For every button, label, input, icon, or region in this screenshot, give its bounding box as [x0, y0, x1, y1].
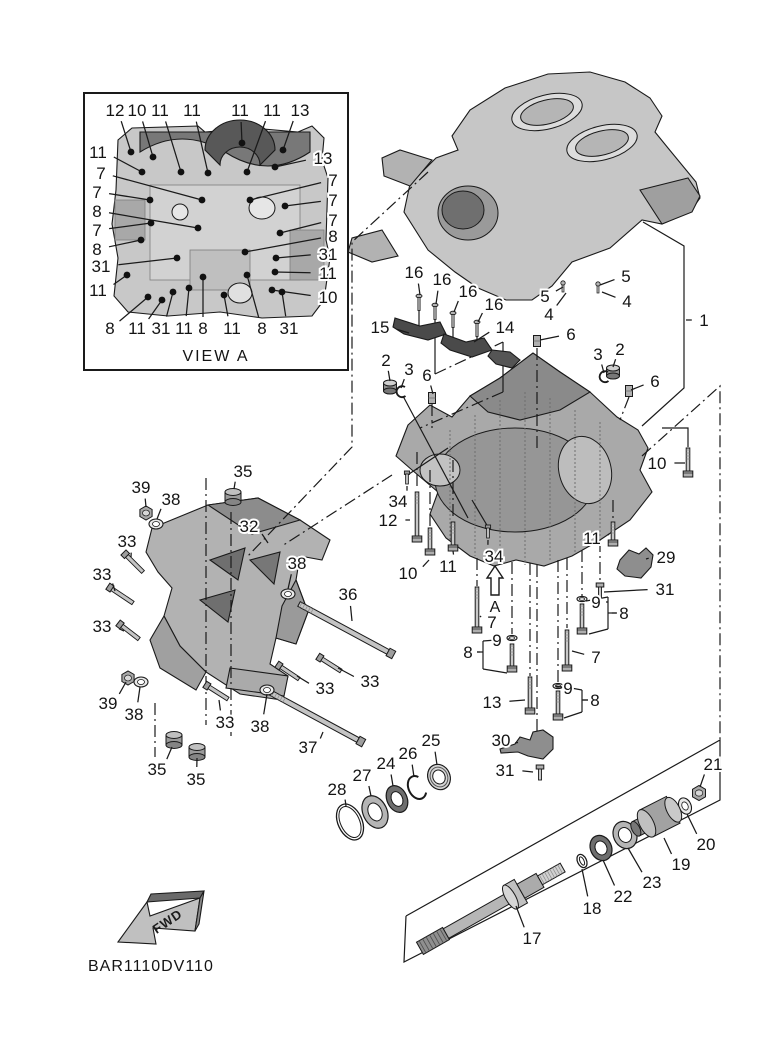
callout-35: 35 [186, 770, 206, 789]
small-screw-part [474, 320, 480, 336]
callout-33: 33 [360, 672, 380, 691]
fwd-arrow-label: FWD [149, 905, 186, 937]
callout-8: 8 [92, 202, 102, 221]
callout-31: 31 [655, 580, 675, 599]
leader-line [234, 482, 235, 489]
bolt-position-dot [282, 203, 289, 210]
plug-part [607, 365, 620, 379]
bolt-position-dot [145, 294, 152, 301]
bolt-position-dot [128, 149, 135, 156]
callout-16: 16 [458, 282, 478, 301]
leader-line [478, 313, 482, 322]
callout-16: 16 [432, 270, 452, 289]
callout-8: 8 [463, 643, 473, 662]
bolt-position-dot [205, 170, 212, 177]
leader-line [351, 606, 353, 621]
callout-7: 7 [96, 164, 106, 183]
bolt-part [507, 644, 517, 672]
bolt-position-dot [124, 272, 131, 279]
dowel-pin-part [561, 281, 565, 292]
callout-20: 20 [696, 835, 716, 854]
callout-39: 39 [98, 694, 118, 713]
callout-31: 31 [91, 257, 111, 276]
callout-7: 7 [591, 648, 601, 667]
leader-line [540, 336, 559, 340]
bolt-position-dot [221, 292, 228, 299]
callout-1: 1 [699, 311, 709, 330]
leader-line [454, 301, 458, 312]
callout-25: 25 [421, 731, 441, 750]
stud-part [404, 471, 409, 484]
callout-22: 22 [613, 887, 633, 906]
spacer-part [626, 386, 633, 397]
leader-line [608, 534, 609, 535]
small-screw-part [450, 311, 456, 327]
bolt-position-dot [273, 255, 280, 262]
leader-line [167, 747, 172, 759]
bolt-position-dot [159, 297, 166, 304]
callout-33: 33 [215, 713, 235, 732]
callout-16: 16 [404, 263, 424, 282]
callout-26: 26 [398, 744, 418, 763]
bolt-position-dot [178, 169, 185, 176]
bolt-position-dot [277, 230, 284, 237]
callout-10: 10 [398, 564, 418, 583]
callout-10: 10 [127, 101, 147, 120]
callout-34: 34 [388, 492, 408, 511]
leader-line [603, 860, 615, 886]
leader-line [628, 848, 642, 872]
ring-part [586, 832, 616, 864]
bolt-position-dot [280, 147, 287, 154]
bolt-part [472, 587, 482, 633]
callout-31: 31 [151, 319, 171, 338]
callout-11: 11 [319, 264, 337, 283]
bolt-position-dot [195, 225, 202, 232]
leader-line [687, 814, 697, 834]
leader-line [388, 371, 390, 381]
long-bolt-part [297, 600, 396, 658]
nut-part [693, 786, 706, 801]
callout-35: 35 [233, 462, 253, 481]
flange-bolt-part [121, 550, 146, 575]
bolt-part [577, 604, 587, 634]
callout-16: 16 [484, 295, 504, 314]
callout-5: 5 [621, 267, 631, 286]
callout-13: 13 [313, 149, 333, 168]
leader-line [145, 499, 146, 507]
callout-23: 23 [642, 873, 662, 892]
callout-15: 15 [370, 318, 390, 337]
callout-10: 10 [318, 288, 338, 307]
bolt-part [525, 677, 535, 714]
leader-line [345, 800, 346, 806]
bolt-part [553, 691, 563, 720]
callout-11: 11 [89, 143, 107, 162]
callout-7: 7 [487, 613, 497, 632]
bolt-position-dot [170, 289, 177, 296]
bolt-part [412, 492, 422, 542]
leader-line [412, 765, 414, 777]
leader-line [556, 686, 562, 687]
leader-line [119, 682, 126, 694]
callout-27: 27 [352, 766, 372, 785]
callout-6: 6 [566, 325, 576, 344]
bolt-position-dot [239, 140, 246, 147]
callout-8: 8 [590, 691, 600, 710]
washer-part [577, 596, 587, 601]
leader-line [418, 284, 420, 295]
bracket-part [441, 334, 492, 357]
leader-line [600, 280, 615, 285]
bolt-position-dot [150, 154, 157, 161]
callout-5: 5 [540, 287, 550, 306]
flange-bolt-part [536, 765, 544, 780]
leader-line [369, 786, 371, 796]
callout-11: 11 [223, 319, 241, 338]
callout-8: 8 [257, 319, 267, 338]
callout-11: 11 [151, 101, 169, 120]
callout-38: 38 [124, 705, 144, 724]
bolt-position-dot [138, 237, 145, 244]
callout-4: 4 [622, 292, 632, 311]
callout-24: 24 [376, 754, 396, 773]
view-a-caption: VIEW A [182, 348, 250, 365]
plug-part [384, 380, 397, 394]
bolt-position-dot [272, 164, 279, 171]
leader-line [453, 551, 454, 555]
callout-31: 31 [495, 761, 515, 780]
leader-line [664, 838, 672, 854]
washer-part [149, 519, 163, 529]
leader-line [572, 651, 584, 654]
dowel-pin-part [596, 282, 600, 293]
flange-bolt-part [316, 653, 343, 674]
bolt-position-dot [244, 272, 251, 279]
bolt-part [425, 528, 435, 555]
callout-7: 7 [328, 171, 338, 190]
callout-4: 4 [544, 305, 554, 324]
washer-part [507, 635, 517, 640]
bolt-part [562, 630, 572, 671]
callout-7: 7 [328, 191, 338, 210]
callout-9: 9 [591, 593, 601, 612]
bolt-position-dot [244, 169, 251, 176]
spacer-part [534, 336, 541, 347]
nut-part [122, 671, 134, 685]
callout-39: 39 [131, 478, 151, 497]
leader-line [275, 272, 311, 273]
bolt-position-dot [174, 255, 181, 262]
rubber-damper-part [225, 489, 241, 506]
callout-31: 31 [279, 319, 299, 338]
callout-11: 11 [175, 319, 193, 338]
callout-9: 9 [563, 679, 573, 698]
flange-bolt-part [106, 583, 135, 606]
callout-12: 12 [105, 101, 125, 120]
bolt-position-dot [242, 249, 249, 256]
callout-31: 31 [318, 245, 338, 264]
callout-11: 11 [263, 101, 281, 120]
callout-11: 11 [183, 101, 201, 120]
leader-line [646, 558, 649, 559]
bolt-position-dot [200, 274, 207, 281]
callout-8: 8 [328, 227, 338, 246]
bolt-position-dot [247, 197, 254, 204]
washer-part [281, 589, 295, 599]
callout-13: 13 [290, 101, 310, 120]
leader-line [435, 752, 437, 765]
callout-12: 12 [378, 511, 398, 530]
callout-8: 8 [105, 319, 115, 338]
callout-13: 13 [482, 693, 502, 712]
drive-shaft-part [413, 856, 569, 960]
leader-line [557, 293, 566, 306]
callout-6: 6 [422, 366, 432, 385]
callout-8: 8 [92, 240, 102, 259]
leader-line [138, 687, 140, 702]
callout-2: 2 [381, 351, 391, 370]
washer-part [134, 677, 148, 687]
bolt-position-dot [279, 289, 286, 296]
flange-bolt-part [116, 620, 141, 642]
leader-line [604, 590, 648, 592]
callout-28: 28 [327, 780, 347, 799]
leader-line [423, 560, 429, 567]
callout-18: 18 [582, 899, 602, 918]
callout-36: 36 [338, 585, 358, 604]
callout-33: 33 [92, 565, 112, 584]
callout-10: 10 [647, 454, 667, 473]
leader-line [515, 743, 518, 744]
callout-32: 32 [239, 517, 259, 536]
callout-8: 8 [198, 319, 208, 338]
leader-line [391, 775, 393, 787]
callout-11: 11 [89, 281, 107, 300]
leader-line [436, 291, 438, 304]
bracket-part [488, 350, 520, 368]
callout-3: 3 [404, 360, 414, 379]
bolt-position-dot [148, 220, 155, 227]
leader-line [700, 774, 704, 787]
drawing-code: BAR1110DV110 [88, 958, 214, 975]
small-screw-part [416, 294, 422, 310]
callout-21: 21 [703, 755, 723, 774]
callout-37: 37 [298, 738, 318, 757]
nut-part [140, 506, 152, 520]
callout-38: 38 [161, 490, 181, 509]
leader-line [219, 700, 220, 710]
rubber-damper-part [166, 732, 182, 749]
callout-2: 2 [615, 340, 625, 359]
callout-33: 33 [117, 532, 137, 551]
callout-11: 11 [231, 101, 249, 120]
callout-11: 11 [128, 319, 146, 338]
leader-line [602, 292, 616, 297]
view-direction-arrow-icon [487, 566, 503, 595]
bracket-part [617, 548, 653, 578]
leader-line [509, 700, 525, 701]
leader-line [157, 509, 161, 519]
bolt-position-dot [139, 169, 146, 176]
callout-17: 17 [522, 929, 542, 948]
bolt-position-dot [272, 269, 279, 276]
callout-7: 7 [92, 183, 102, 202]
bolt-position-dot [186, 285, 193, 292]
callout-34: 34 [484, 547, 504, 566]
bolt-position-dot [269, 287, 276, 294]
callout-3: 3 [593, 345, 603, 364]
callout-33: 33 [315, 679, 335, 698]
callout-30: 30 [491, 731, 511, 750]
leader-line [480, 616, 481, 617]
washer-part [260, 685, 274, 695]
bolt-position-dot [147, 197, 154, 204]
callout-38: 38 [250, 717, 270, 736]
spacer-part [429, 393, 436, 404]
callout-11: 11 [583, 529, 601, 548]
callout-11: 11 [439, 557, 457, 576]
rubber-damper-part [189, 744, 205, 761]
small-screw-part [432, 303, 438, 319]
leader-line [522, 771, 533, 772]
callout-8: 8 [619, 604, 629, 623]
leader-line [516, 906, 524, 927]
callout-38: 38 [287, 554, 307, 573]
ring-part [575, 853, 589, 869]
callout-6: 6 [650, 372, 660, 391]
callout-19: 19 [671, 855, 691, 874]
ring-part [424, 761, 455, 794]
callout-14: 14 [495, 318, 515, 337]
callout-9: 9 [492, 631, 502, 650]
callout-29: 29 [656, 548, 676, 567]
bolt-position-dot [199, 197, 206, 204]
view-direction-letter: A [489, 599, 501, 616]
leader-line [320, 732, 323, 739]
callout-7: 7 [92, 221, 102, 240]
callout-35: 35 [147, 760, 167, 779]
callout-7: 7 [328, 211, 338, 230]
leader-line [582, 869, 588, 896]
callout-33: 33 [92, 617, 112, 636]
